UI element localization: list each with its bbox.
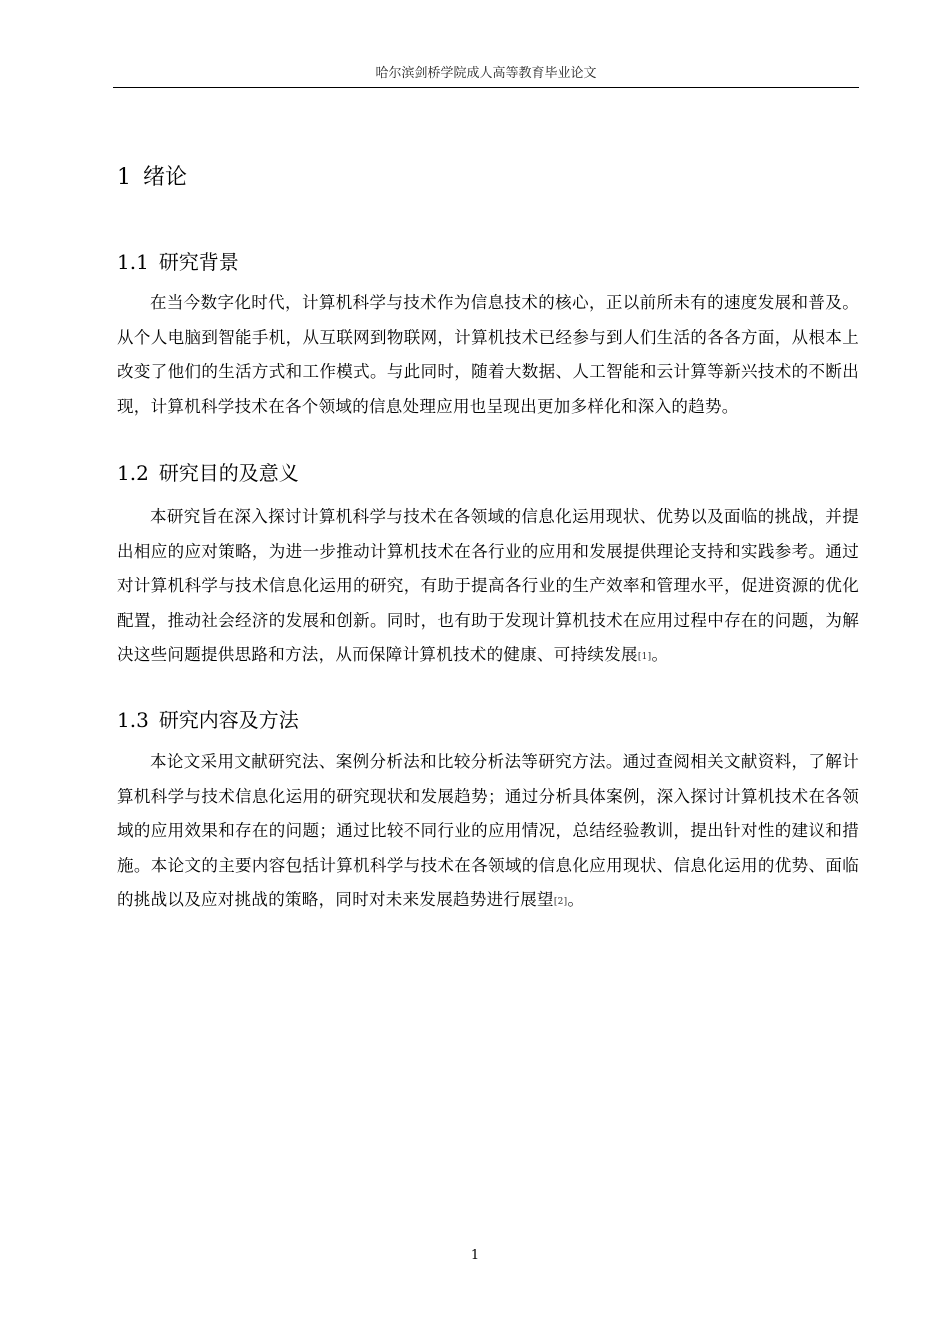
page-number: 1 [470, 1248, 480, 1263]
citation-ref: [1] [637, 652, 652, 662]
section-number: 1.1 [117, 250, 149, 274]
paragraph-text: 本论文采用文献研究法、案例分析法和比较分析法等研究方法。通过查阅相关文献资料，了解计算机科学与技术信息化运用的研究现状和发展趋势；通过分析具体案例，深入探讨计算机技术在各领域的应用效果和存在的问题；通过比较不同行业的应用情况，总结经验教训，提出针对性的建议和措施。本论文的主要内容包括计算机科学与技术在各领域的信息化应用现状、信息化运用的优势、面临的挑战以及应对挑战的策略，同时对未来发展趋势进行展望 [117, 752, 859, 909]
section-paragraph-1-2 [117, 500, 859, 673]
section-title: 研究背景 [158, 250, 239, 274]
section-title: 研究内容及方法 [158, 708, 299, 732]
chapter-number: 1 [117, 165, 131, 190]
section-heading-1-3 [117, 705, 299, 735]
citation-ref: [2] [553, 897, 568, 907]
paragraph-text: 在当今数字化时代，计算机科学与技术作为信息技术的核心，正以前所未有的速度发展和普及。从个人电脑到智能手机，从互联网到物联网，计算机技术已经参与到人们生活的各各方面，从根本上改变了他们的生活方式和工作模式。与此同时，随着大数据、人工智能和云计算等新兴技术的不断出现，计算机科学技术在各个领域的信息处理应用也呈现出更加多样化和深入的趋势。 [117, 293, 859, 416]
paragraph-text: 本研究旨在深入探讨计算机科学与技术在各领域的信息化运用现状、优势以及面临的挑战，并提出相应的应对策略，为进一步推动计算机技术在各行业的应用和发展提供理论支持和实践参考。通过对计算机科学与技术信息化运用的研究，有助于提高各行业的生产效率和管理水平，促进资源的优化配置，推动社会经济的发展和创新。同时，也有助于发现计算机技术在应用过程中存在的问题，为解决这些问题提供思路和方法，从而保障计算机技术的健康、可持续发展 [117, 507, 859, 664]
paragraph-end: 。 [651, 645, 669, 664]
section-heading-1-2 [117, 458, 299, 488]
header-rule [113, 87, 859, 88]
section-number: 1.2 [117, 461, 149, 485]
section-paragraph-1-1 [117, 286, 859, 424]
section-heading-1-1 [117, 247, 239, 277]
chapter-title: 绪论 [143, 165, 188, 190]
running-header: 哈尔滨剑桥学院成人高等教育毕业论文 [375, 66, 597, 81]
chapter-heading [117, 162, 187, 194]
section-paragraph-1-3 [117, 745, 859, 918]
paragraph-end: 。 [567, 890, 585, 909]
section-number: 1.3 [117, 708, 149, 732]
section-title: 研究目的及意义 [158, 461, 299, 485]
